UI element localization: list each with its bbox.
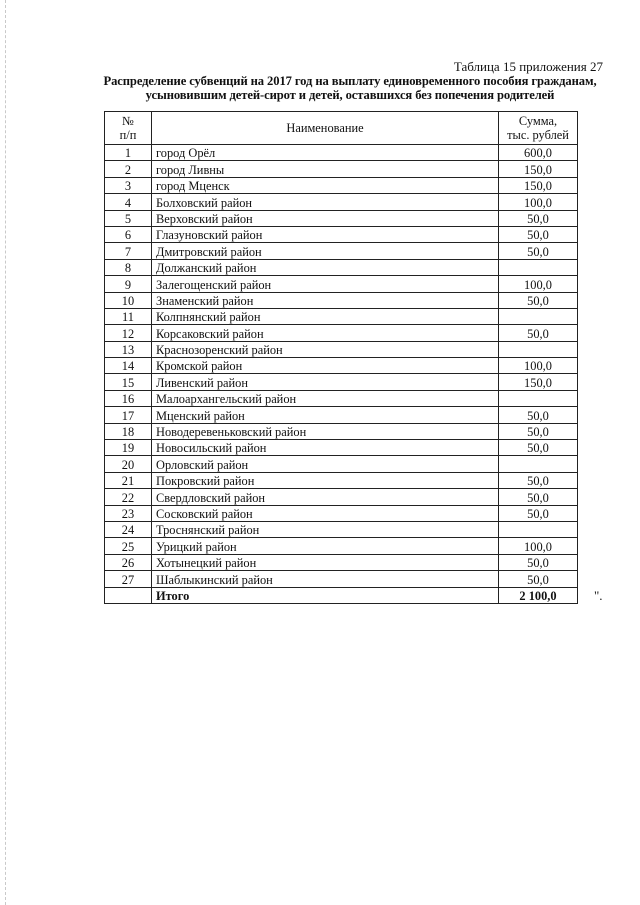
row-number: 5: [105, 210, 152, 226]
header-number-line1: №: [122, 114, 134, 128]
table-row: [105, 390, 578, 406]
table-row: [105, 456, 578, 472]
page-edge-line: [5, 0, 6, 905]
row-name: город Орёл: [152, 145, 499, 161]
header-name: Наименование: [152, 112, 499, 145]
row-name: Краснозоренский район: [152, 341, 499, 357]
row-name: Шаблыкинский район: [152, 571, 499, 587]
row-number: 19: [105, 440, 152, 456]
table-row: [105, 145, 578, 161]
row-name: Урицкий район: [152, 538, 499, 554]
row-name: Кромской район: [152, 358, 499, 374]
total-label: Итого: [152, 587, 499, 603]
row-sum: 150,0: [499, 161, 578, 177]
table-row: [105, 472, 578, 488]
row-number: 23: [105, 505, 152, 521]
row-name: Корсаковский район: [152, 325, 499, 341]
row-sum: [499, 390, 578, 406]
title-line-2: усыновившим детей-сирот и детей, оставшихся без попечения родителей: [145, 88, 555, 102]
table-row: [105, 358, 578, 374]
table-row: [105, 292, 578, 308]
header-number-line2: п/п: [119, 128, 137, 142]
row-name: Свердловский район: [152, 489, 499, 505]
row-sum: 50,0: [499, 489, 578, 505]
row-name: Залегощенский район: [152, 276, 499, 292]
table-row: [105, 210, 578, 226]
row-sum: 50,0: [499, 505, 578, 521]
table-header-row: [105, 112, 578, 145]
row-sum: 50,0: [499, 325, 578, 341]
row-number: 20: [105, 456, 152, 472]
row-name: город Мценск: [152, 177, 499, 193]
header-number: [105, 112, 152, 145]
table-row: [105, 325, 578, 341]
document-title: [80, 74, 620, 102]
row-number: 21: [105, 472, 152, 488]
row-name: Троснянский район: [152, 521, 499, 537]
table-row: [105, 571, 578, 587]
row-name: Болховский район: [152, 194, 499, 210]
row-sum: 50,0: [499, 243, 578, 259]
row-number: 11: [105, 308, 152, 324]
header-sum-line1: Сумма,: [518, 114, 558, 128]
row-number: 25: [105, 538, 152, 554]
table-row: [105, 374, 578, 390]
row-number: 18: [105, 423, 152, 439]
table-row: [105, 177, 578, 193]
row-number: 2: [105, 161, 152, 177]
header-sum-line2: тыс. рублей: [507, 128, 569, 142]
row-name: Ливенский район: [152, 374, 499, 390]
row-name: Колпнянский район: [152, 308, 499, 324]
row-sum: [499, 259, 578, 275]
row-sum: 50,0: [499, 210, 578, 226]
row-sum: [499, 341, 578, 357]
table-row: [105, 407, 578, 423]
row-sum: 50,0: [499, 554, 578, 570]
row-sum: 50,0: [499, 292, 578, 308]
row-sum: 100,0: [499, 538, 578, 554]
row-name: Глазуновский район: [152, 226, 499, 242]
row-number: 27: [105, 571, 152, 587]
row-name: Малоархангельский район: [152, 390, 499, 406]
row-number: 22: [105, 489, 152, 505]
row-number: 6: [105, 226, 152, 242]
row-sum: 150,0: [499, 374, 578, 390]
row-sum: 100,0: [499, 276, 578, 292]
row-number: 13: [105, 341, 152, 357]
total-number: [105, 587, 152, 603]
row-name: Знаменский район: [152, 292, 499, 308]
row-name: Дмитровский район: [152, 243, 499, 259]
row-number: 8: [105, 259, 152, 275]
row-number: 24: [105, 521, 152, 537]
table-row: [105, 308, 578, 324]
row-sum: 50,0: [499, 472, 578, 488]
row-name: Покровский район: [152, 472, 499, 488]
row-sum: 100,0: [499, 358, 578, 374]
table-row: [105, 341, 578, 357]
row-name: Верховский район: [152, 210, 499, 226]
header-sum: [499, 112, 578, 145]
table-row: [105, 161, 578, 177]
row-sum: 50,0: [499, 423, 578, 439]
row-sum: [499, 521, 578, 537]
row-number: 9: [105, 276, 152, 292]
row-sum: [499, 308, 578, 324]
subsidy-table: [104, 111, 578, 604]
row-name: Должанский район: [152, 259, 499, 275]
row-number: 16: [105, 390, 152, 406]
row-name: город Ливны: [152, 161, 499, 177]
row-number: 15: [105, 374, 152, 390]
row-number: 26: [105, 554, 152, 570]
row-number: 4: [105, 194, 152, 210]
row-sum: 600,0: [499, 145, 578, 161]
table-row: [105, 538, 578, 554]
table-row: [105, 554, 578, 570]
row-sum: 50,0: [499, 440, 578, 456]
row-number: 10: [105, 292, 152, 308]
table-row: [105, 226, 578, 242]
table-row: [105, 489, 578, 505]
table-row: [105, 259, 578, 275]
row-sum: 100,0: [499, 194, 578, 210]
table-row: [105, 521, 578, 537]
row-number: 1: [105, 145, 152, 161]
title-line-1: Распределение субвенций на 2017 год на выплату единовременного пособия гражданам,: [103, 74, 597, 88]
row-sum: 50,0: [499, 226, 578, 242]
row-name: Мценский район: [152, 407, 499, 423]
row-name: Хотынецкий район: [152, 554, 499, 570]
row-name: Сосковский район: [152, 505, 499, 521]
row-number: 3: [105, 177, 152, 193]
row-sum: 50,0: [499, 571, 578, 587]
row-number: 7: [105, 243, 152, 259]
table-row: [105, 194, 578, 210]
total-row: [105, 587, 578, 603]
table-row: [105, 505, 578, 521]
row-number: 14: [105, 358, 152, 374]
row-sum: [499, 456, 578, 472]
row-name: Новодеревеньковский район: [152, 423, 499, 439]
row-name: Новосильский район: [152, 440, 499, 456]
table-row: [105, 440, 578, 456]
row-number: 12: [105, 325, 152, 341]
row-sum: 50,0: [499, 407, 578, 423]
row-name: Орловский район: [152, 456, 499, 472]
table-row: [105, 243, 578, 259]
total-sum: 2 100,0: [499, 587, 578, 603]
row-number: 17: [105, 407, 152, 423]
row-sum: 150,0: [499, 177, 578, 193]
table-row: [105, 276, 578, 292]
table-row: [105, 423, 578, 439]
table-caption: Таблица 15 приложения 27: [453, 59, 603, 74]
closing-quote-mark: ".: [594, 588, 603, 603]
